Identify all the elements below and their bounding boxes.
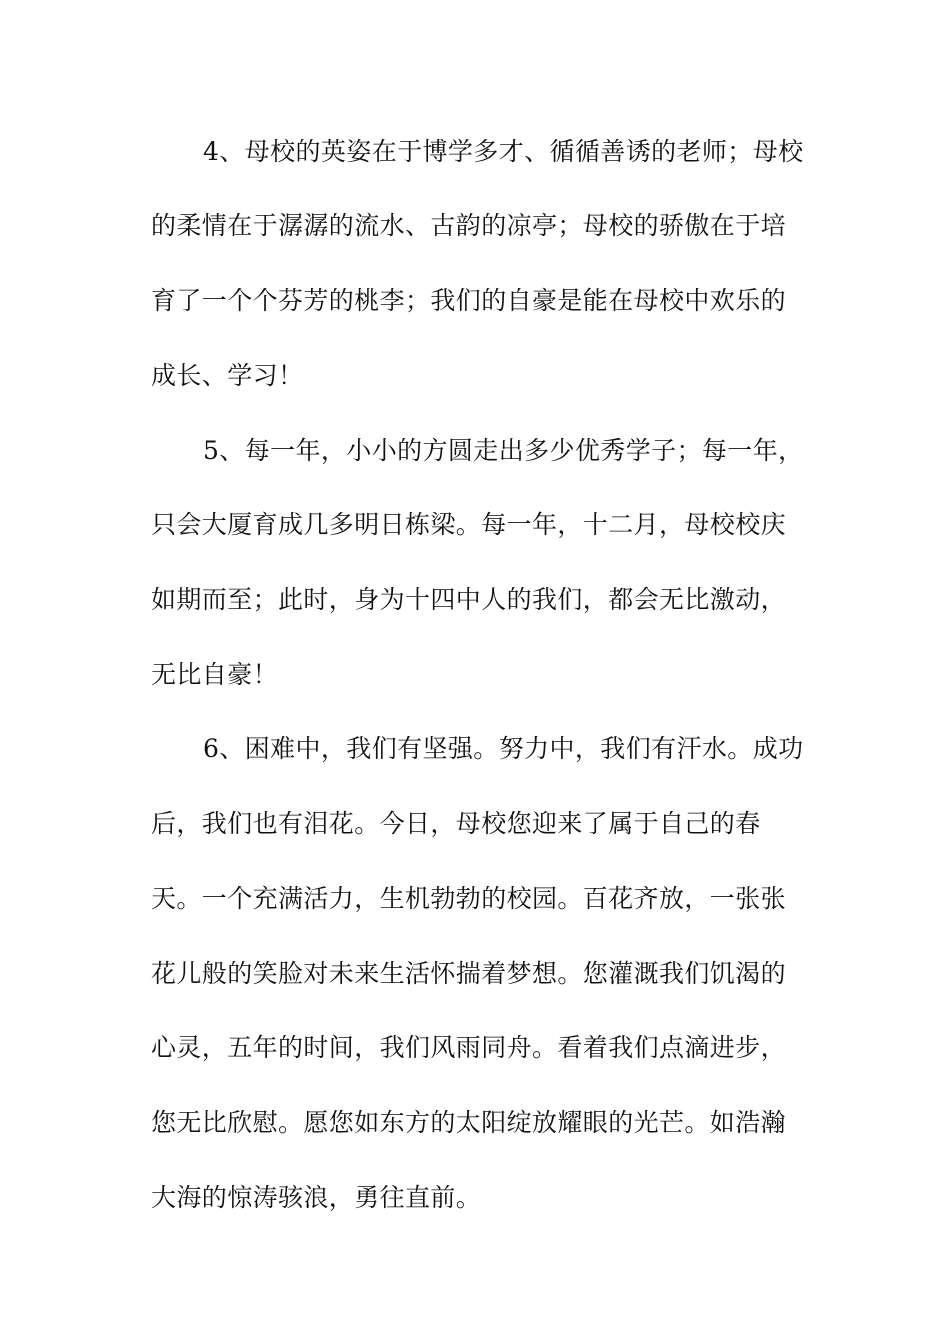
paragraph-line: 后，我们也有泪花。今日，母校您迎来了属于自己的春 bbox=[151, 809, 761, 838]
paragraph-line: 如期而至；此时，身为十四中人的我们，都会无比激动， bbox=[151, 585, 787, 614]
paragraph-line: 大海的惊涛骇浪，勇往直前。 bbox=[151, 1183, 482, 1212]
paragraph-line: 5、每一年，小小的方圆走出多少优秀学子；每一年， bbox=[203, 436, 804, 465]
paragraph-line: 6、困难中，我们有坚强。努力中，我们有汗水。成功 bbox=[203, 734, 804, 763]
paragraph-line: 只会大厦育成几多明日栋梁。每一年，十二月，母校校庆 bbox=[151, 510, 787, 539]
paragraph-line: 花儿般的笑脸对未来生活怀揣着梦想。您灌溉我们饥渴的 bbox=[151, 959, 787, 988]
paragraph-line: 的柔情在于潺潺的流水、古韵的凉亭；母校的骄傲在于培 bbox=[151, 211, 787, 240]
paragraph-line: 4、母校的英姿在于博学多才、循循善诱的老师；母校 bbox=[203, 137, 804, 166]
paragraph-line: 天。一个充满活力，生机勃勃的校园。百花齐放，一张张 bbox=[151, 884, 787, 913]
paragraph-line: 成长、学习！ bbox=[151, 361, 304, 390]
paragraph-line: 无比自豪！ bbox=[151, 660, 279, 689]
paragraph-line: 您无比欣慰。愿您如东方的太阳绽放耀眼的光芒。如浩瀚 bbox=[151, 1108, 787, 1137]
paragraph-line: 心灵，五年的时间，我们风雨同舟。看着我们点滴进步， bbox=[151, 1033, 787, 1062]
paragraph-line: 育了一个个芬芳的桃李；我们的自豪是能在母校中欢乐的 bbox=[151, 286, 787, 315]
